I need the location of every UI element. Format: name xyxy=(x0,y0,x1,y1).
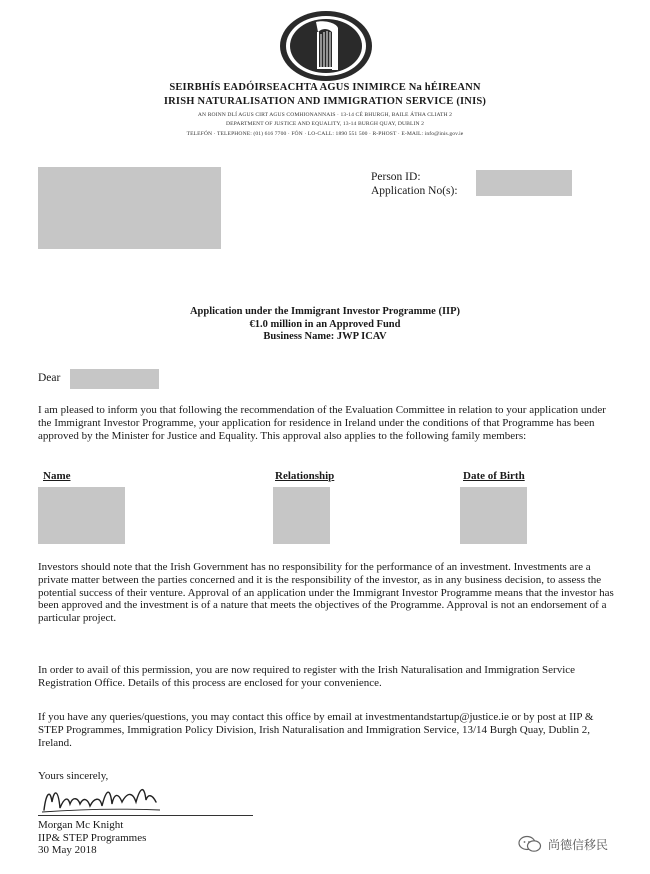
reference-block xyxy=(371,170,458,198)
letterhead-contact-line: TELEFÓN · TELEPHONE: (01) 616 7700 · FÓN · LO-CALL: 1890 551 500 · R-PHOST · E-MAIL: info@inis.gov.ie xyxy=(186,131,464,137)
letter-date: 30 May 2018 xyxy=(38,844,97,856)
subject-line-1: Application under the Immigrant Investor Programme (IIP) xyxy=(189,306,461,317)
investment-disclaimer-paragraph: Investors should note that the Irish Government has no responsibility for the performance of an investment. Investments are a private matter between the parties concerned and it is the responsibility of the investor, as in any business decision, to assess the potential success of their venture. Approval of an application under the Immigrant Investor Programme means that the investor has been approved and the investment is of a nature that meets the objectives of the Programme. Approval is not an endorsement of a particular project. xyxy=(38,561,614,625)
watermark xyxy=(518,835,608,853)
handwritten-signature xyxy=(40,780,170,818)
subject-block xyxy=(0,306,650,344)
harp-crest-icon xyxy=(278,8,374,84)
column-header-relationship: Relationship xyxy=(275,470,335,482)
redacted-family-name xyxy=(38,487,125,544)
signatory-block xyxy=(38,819,146,857)
signatory-name: Morgan Mc Knight xyxy=(38,819,124,831)
valediction: Yours sincerely, xyxy=(38,770,109,782)
redacted-family-dob xyxy=(460,487,527,544)
watermark-text: 尚德信移民 xyxy=(548,837,609,852)
application-no-label: Application No(s): xyxy=(371,185,458,197)
redacted-family-relationship xyxy=(273,487,330,544)
redacted-recipient-name xyxy=(70,369,159,389)
contact-paragraph: If you have any queries/questions, you may contact this office by email at investmentandstartup@justice.ie or by post at IIP & STEP Programmes, Immigration Policy Division, Irish Naturalisation and Immigration Service, 13/14 Burgh Quay, Dublin 2, Ireland. xyxy=(38,711,594,749)
approval-paragraph: I am pleased to inform you that following the recommendation of the Evaluation Committee in relation to your application under the Immigrant Investor Programme, your application for residence in Ireland under the conditions of that Programme has been approved by the Minister for Justice and Equality. This approval also applies to the following family members: xyxy=(38,404,606,442)
subject-line-3: Business Name: JWP ICAV xyxy=(263,331,387,342)
person-id-label: Person ID: xyxy=(371,171,421,183)
subject-line-2: €1.0 million in an Approved Fund xyxy=(249,318,401,330)
letterhead-irish-name: SEIRBHÍS EADÓIRSEACHTA AGUS INIMIRCE Na hÉIREANN xyxy=(169,82,481,93)
signature-line xyxy=(38,815,253,816)
salutation: Dear xyxy=(38,372,61,384)
redacted-application-number xyxy=(476,170,572,196)
column-header-name: Name xyxy=(43,470,71,482)
letterhead-english-name: IRISH NATURALISATION AND IMMIGRATION SERVICE (INIS) xyxy=(163,96,487,107)
letterhead-english-address: DEPARTMENT OF JUSTICE AND EQUALITY, 13-14 BURGH QUAY, DUBLIN 2 xyxy=(226,121,424,127)
column-header-date-of-birth: Date of Birth xyxy=(463,470,525,482)
signatory-title: IIP& STEP Programmes xyxy=(38,831,147,844)
wechat-icon xyxy=(518,835,542,853)
redacted-recipient-address xyxy=(38,167,221,249)
letterhead-irish-address: AN ROINN DLÍ AGUS CIRT AGUS COMHIONANNAIS · 13-14 CÉ BHURGH, BAILE ÁTHA CLIATH 2 xyxy=(197,112,453,118)
registration-paragraph: In order to avail of this permission, you are now required to register with the Irish Naturalisation and Immigration Service Registration Office. Details of this process are enclosed for your convenience. xyxy=(38,664,576,689)
